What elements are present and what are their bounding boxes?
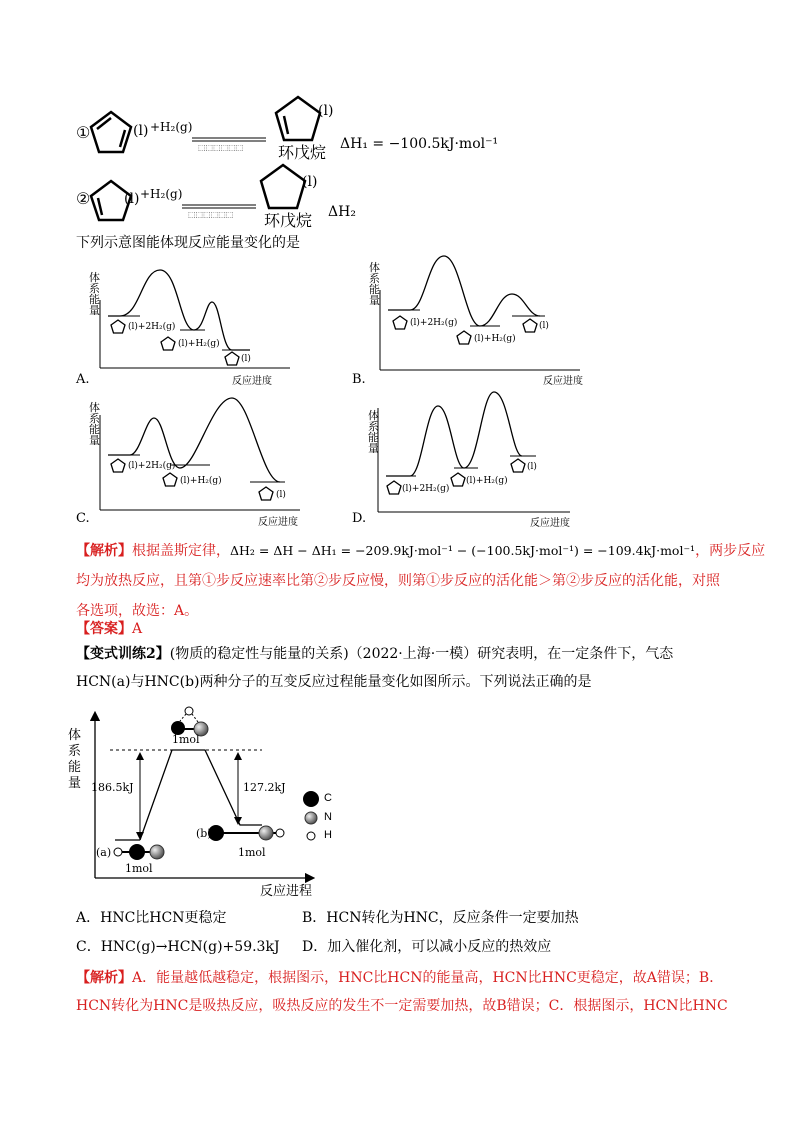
legend-carbon-icon: [303, 791, 319, 807]
diagram-c-x-label: 反应进度: [258, 517, 298, 528]
hcn-mol-label: 1mol: [125, 862, 153, 875]
eq1-number: ①: [76, 123, 91, 142]
eq2-enthalpy: ΔH₂: [328, 204, 356, 220]
choice-c: C．HNC(g)→HCN(g)+59.3kJ: [76, 939, 280, 955]
analysis-2-line2: HCN转化为HNC是吸热反应，吸热反应的发生不一定需要加热，故B错误；C．根据图示，HCN比HNC: [76, 998, 728, 1014]
variant-line1: (物质的稳定性与能量的关系)（2022·上海·一模）研究表明，在一定条件下，气态: [169, 646, 674, 662]
variant-tag: 【变式训练2】: [76, 646, 170, 662]
diagram-c-level0: (l)+2H₂(g): [128, 461, 176, 471]
eq2-reactant-state: (l): [124, 191, 140, 207]
analysis-2-tag: 【解析】: [76, 970, 132, 986]
diagram-a-x-label: 反应进度: [232, 376, 272, 387]
energy-x-label: 反应进程: [260, 884, 313, 899]
answer-value: A: [132, 621, 143, 637]
ts-mol-label: 1mol: [172, 733, 200, 746]
eq2-h2: +H₂(g): [140, 187, 183, 201]
choice-d: D．加入催化剂，可以减小反应的热效应: [302, 939, 552, 955]
diagram-b-level2: (l): [539, 321, 549, 331]
eq2-product-name: 环戊烷: [264, 211, 313, 230]
diagram-c-y-label: 体系能量: [89, 401, 100, 447]
eq2-product-state: (l): [302, 174, 318, 190]
svg-text:⬚⬚⬚⬚⬚⬚: ⬚⬚⬚⬚⬚⬚: [198, 143, 244, 152]
diagram-d-level2: (l): [527, 462, 537, 472]
eq1-product-state: (l): [318, 103, 334, 119]
choice-a: A．HNC比HCN更稳定: [76, 910, 227, 926]
diagram-d-level0: (l)+2H₂(g): [402, 484, 450, 494]
question-text: 下列示意图能体现反应能量变化的是: [76, 235, 300, 251]
diagram-a-y-label: 体系能量: [89, 271, 100, 317]
diagram-a-level0: (l)+2H₂(g): [128, 322, 176, 332]
analysis-2-line1: A．能量越低越稳定，根据图示，HNC比HCN的能量高，HCN比HNC更稳定，故A错误；B．: [132, 970, 724, 986]
analysis-1-line2: 均为放热反应，且第①步反应速率比第②步反应慢，则第①步反应的活化能＞第②步反应的活化能，对照: [76, 573, 720, 589]
choice-b: B．HCN转化为HNC，反应条件一定要加热: [302, 910, 579, 926]
diagram-b-y-label: 体系能量: [369, 261, 380, 307]
energy-127-label: 127.2kJ: [243, 781, 286, 794]
option-a-label: A.: [76, 372, 90, 387]
option-b-label: B.: [352, 372, 366, 387]
diagram-b-level1: (l)+H₂(g): [474, 334, 516, 344]
eq1-product-name: 环戊烷: [278, 143, 327, 162]
eq1-enthalpy: ΔH₁ = −100.5kJ·mol⁻¹: [340, 136, 499, 152]
legend-nitrogen-icon: [305, 812, 317, 824]
diagram-d-level1: (l)+H₂(g): [466, 476, 508, 486]
legend-n: N: [324, 811, 332, 823]
diagram-c-level2: (l): [276, 490, 286, 500]
legend-hydrogen-icon: [307, 832, 315, 840]
diagram-d-x-label: 反应进度: [530, 518, 570, 529]
variant-line2: HCN(a)与HNC(b)两种分子的互变反应过程能量变化如图所示。下列说法正确的是: [76, 674, 592, 690]
diagram-c-level1: (l)+H₂(g): [180, 476, 222, 486]
hcn-label: (a): [96, 846, 112, 859]
answer-tag: 【答案】: [76, 621, 132, 637]
diagram-a-level1: (l)+H₂(g): [178, 339, 220, 349]
svg-text:⬚⬚⬚⬚⬚⬚: ⬚⬚⬚⬚⬚⬚: [188, 210, 234, 219]
diagram-b-level0: (l)+2H₂(g): [410, 318, 458, 328]
analysis-1-intro: 根据盖斯定律，: [132, 543, 230, 559]
hnc-mol-label: 1mol: [238, 846, 266, 859]
option-d-label: D.: [352, 511, 367, 526]
legend-h: H: [324, 829, 332, 841]
ts-hydrogen-atom: [185, 707, 193, 715]
analysis-1-tag: 【解析】: [76, 543, 132, 559]
diagram-d-y-label: 体系能量: [368, 409, 379, 455]
energy-y-label: 体系能量: [68, 728, 82, 791]
analysis-1-conclusion: ，两步反应: [695, 543, 766, 559]
legend-c: C: [324, 792, 332, 804]
eq1-h2: +H₂(g): [150, 120, 193, 134]
diagram-b-x-label: 反应进度: [543, 376, 583, 387]
hess-formula: ΔH₂ = ΔH − ΔH₁ = −209.9kJ·mol⁻¹ − (−100.5kJ·mol⁻¹) = −109.4kJ·mol⁻¹: [230, 543, 696, 558]
eq1-reactant-state: (l): [133, 123, 149, 139]
eq2-number: ②: [76, 189, 91, 208]
analysis-2: [76, 964, 740, 1020]
option-c-label: C.: [76, 511, 90, 526]
energy-186-label: 186.5kJ: [91, 781, 134, 794]
analysis-1-line3: 各选项，故选：A。: [76, 603, 199, 619]
diagram-a-level2: (l): [241, 354, 251, 364]
hnc-label: (b): [196, 827, 212, 840]
